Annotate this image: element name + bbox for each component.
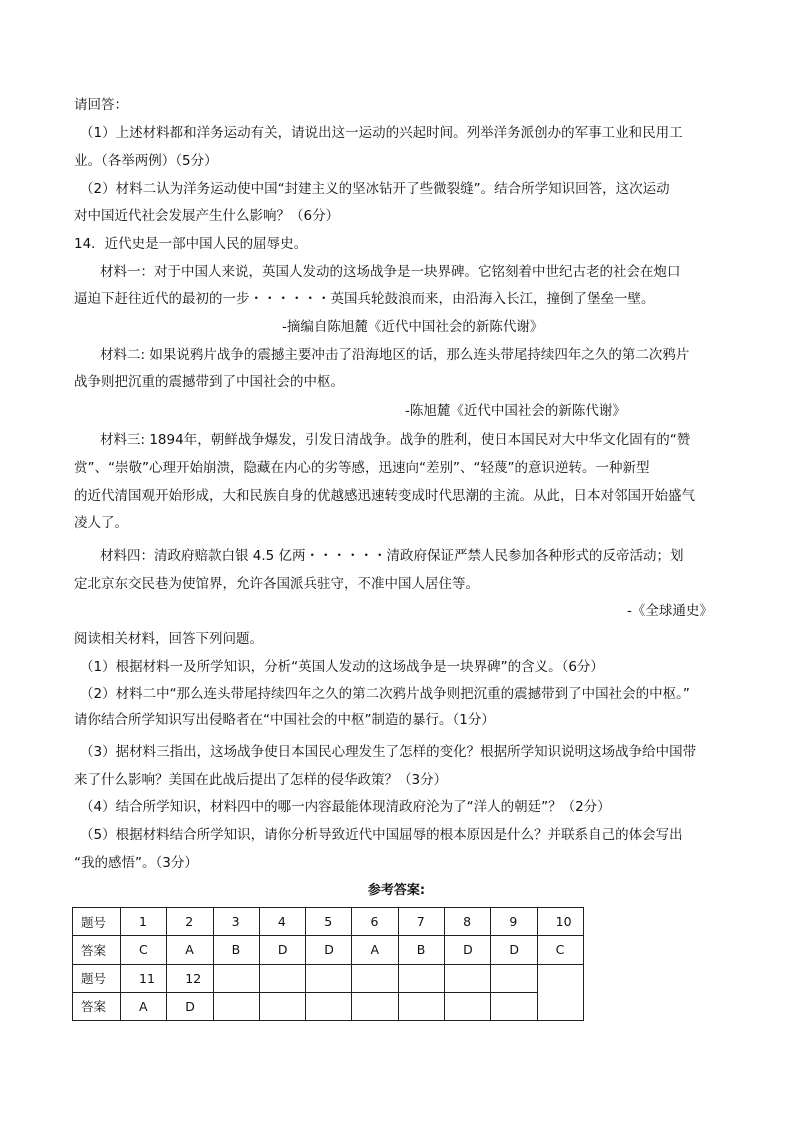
empty-cell <box>491 964 537 992</box>
question-number: 8 <box>445 908 491 936</box>
empty-cell <box>398 992 444 1020</box>
question-number: 9 <box>491 908 537 936</box>
intro-text: 请回答： <box>74 97 128 113</box>
row-label-number: 题号 <box>73 964 121 992</box>
empty-cell <box>491 992 537 1020</box>
material2-line2: 战争则把沉重的震撼带到了中国社会的中枢。 <box>74 374 344 390</box>
answer-cell: D <box>491 936 537 964</box>
material4-line2: 定北京东交民巷为使馆界，允许各国派兵驻守，不准中国人居住等。 <box>74 576 479 592</box>
question-number: 12 <box>167 964 213 992</box>
q13-part1-line2: 业。（各举两例）（5分） <box>74 153 218 169</box>
material3-line1: 材料三: 1894年，朝鲜战争爆发，引发日清战争。战争的胜利，使日本国民对大中华文化固有的“赞 <box>100 432 691 448</box>
material3-line3: 的近代清国观开始形成，大和民族自身的优越感迅速转变成时代思潮的主流。从此，日本对邻国开始盛气 <box>74 488 695 504</box>
empty-cell <box>213 992 259 1020</box>
answer-cell: C <box>121 936 167 964</box>
row-label-number: 题号 <box>73 908 121 936</box>
question-number: 3 <box>213 908 259 936</box>
question-number: 2 <box>167 908 213 936</box>
question-1: （1）根据材料一及所学知识，分析“英国人发动的这场战争是一块界碑”的含义。（6分） <box>80 659 604 675</box>
question-4: （4）结合所学知识，材料四中的哪一内容最能体现清政府沦为了“洋人的朝廷”？（2分） <box>80 799 611 815</box>
empty-cell <box>306 992 352 1020</box>
answer-cell: B <box>398 936 444 964</box>
answer-cell: A <box>167 936 213 964</box>
answer-cell: D <box>306 936 352 964</box>
question-5-line1: （5）根据材料结合所学知识，请你分析导致近代中国屈辱的根本原因是什么？并联系自己的体会写出 <box>80 827 683 843</box>
question-number: 6 <box>352 908 398 936</box>
question-number: 4 <box>259 908 305 936</box>
question-number: 1 <box>121 908 167 936</box>
material2-source: -陈旭麓《近代中国社会的新陈代谢》 <box>405 403 626 419</box>
material1-line1: 材料一：对于中国人来说，英国人发动的这场战争是一块界碑。它铭刻着中世纪古老的社会在炮口 <box>100 264 681 280</box>
answer-cell: A <box>352 936 398 964</box>
material4-line1: 材料四：清政府赔款白银 4.5 亿两・・・・・・清政府保证严禁人民参加各种形式的反帝活动；划 <box>100 548 684 564</box>
read-instruction: 阅读相关材料，回答下列问题。 <box>74 631 263 647</box>
empty-cell <box>306 964 352 992</box>
empty-cell <box>352 992 398 1020</box>
table-row <box>73 908 584 936</box>
answer-cell: D <box>445 936 491 964</box>
question-2-line1: （2）材料二中“那么连头带尾持续四年之久的第二次鸦片战争则把沉重的震撼带到了中国社会的中枢。” <box>80 686 690 702</box>
table-row <box>73 964 584 992</box>
q13-part1-line1: （1）上述材料都和洋务运动有关，请说出这一运动的兴起时间。列举洋务派创办的军事工业和民用工 <box>80 125 683 141</box>
answer-cell: B <box>213 936 259 964</box>
answer-cell: C <box>537 936 583 964</box>
material4-source: -《全球通史》 <box>627 603 713 619</box>
empty-cell <box>259 992 305 1020</box>
question-2-line2: 请你结合所学知识写出侵略者在“中国社会的中枢”制造的暴行。（1分） <box>74 712 495 728</box>
material3-line4: 凌人了。 <box>74 515 128 531</box>
answer-cell: A <box>121 992 167 1020</box>
material1-line2: 逼迫下赶往近代的最初的一步・・・・・・英国兵轮鼓浪而来，由沿海入长江，撞倒了堡垒一壁。 <box>74 291 655 307</box>
question-number: 5 <box>306 908 352 936</box>
question-number: 7 <box>398 908 444 936</box>
empty-cell <box>445 964 491 992</box>
q13-part2-line2: 对中国近代社会发展产生什么影响？（6分） <box>74 208 340 224</box>
empty-cell <box>445 992 491 1020</box>
material3-line2: 赏”、“崇敬”心理开始崩溃，隐藏在内心的劣等感，迅速向“差别”、“轻蔑”的意识逆转。一种新型 <box>74 460 650 476</box>
question-3-line2: 来了什么影响？美国在此战后提出了怎样的侵华政策？（3分） <box>74 772 448 788</box>
empty-cell <box>537 964 583 1021</box>
table-row <box>73 936 584 964</box>
question-3-line1: （3）据材料三指出，这场战争使日本国民心理发生了怎样的变化？根据所学知识说明这场战争给中国带 <box>80 744 697 760</box>
q13-part2-line1: （2）材料二认为洋务运动使中国“封建主义的坚冰钻开了些微裂缝”。结合所学知识回答，这次运动 <box>80 181 670 197</box>
empty-cell <box>213 964 259 992</box>
empty-cell <box>352 964 398 992</box>
answer-table <box>72 907 584 1021</box>
answer-cell: D <box>259 936 305 964</box>
answer-cell: D <box>167 992 213 1020</box>
answers-title: 参考答案: <box>367 883 426 898</box>
question-number: 11 <box>121 964 167 992</box>
row-label-answer: 答案 <box>73 992 121 1020</box>
question-5-line2: “我的感悟”。（3分） <box>74 855 198 871</box>
empty-cell <box>259 964 305 992</box>
question-number: 10 <box>537 908 583 936</box>
material1-source: -摘编自陈旭麓《近代中国社会的新陈代谢》 <box>282 319 544 335</box>
row-label-answer: 答案 <box>73 936 121 964</box>
table-row <box>73 992 584 1020</box>
empty-cell <box>398 964 444 992</box>
material2-line1: 材料二: 如果说鸦片战争的震撼主要冲击了沿海地区的话，那么连头带尾持续四年之久的第二次鸦片 <box>100 347 690 363</box>
q14-heading: 14．近代史是一部中国人民的屈辱史。 <box>74 236 308 252</box>
